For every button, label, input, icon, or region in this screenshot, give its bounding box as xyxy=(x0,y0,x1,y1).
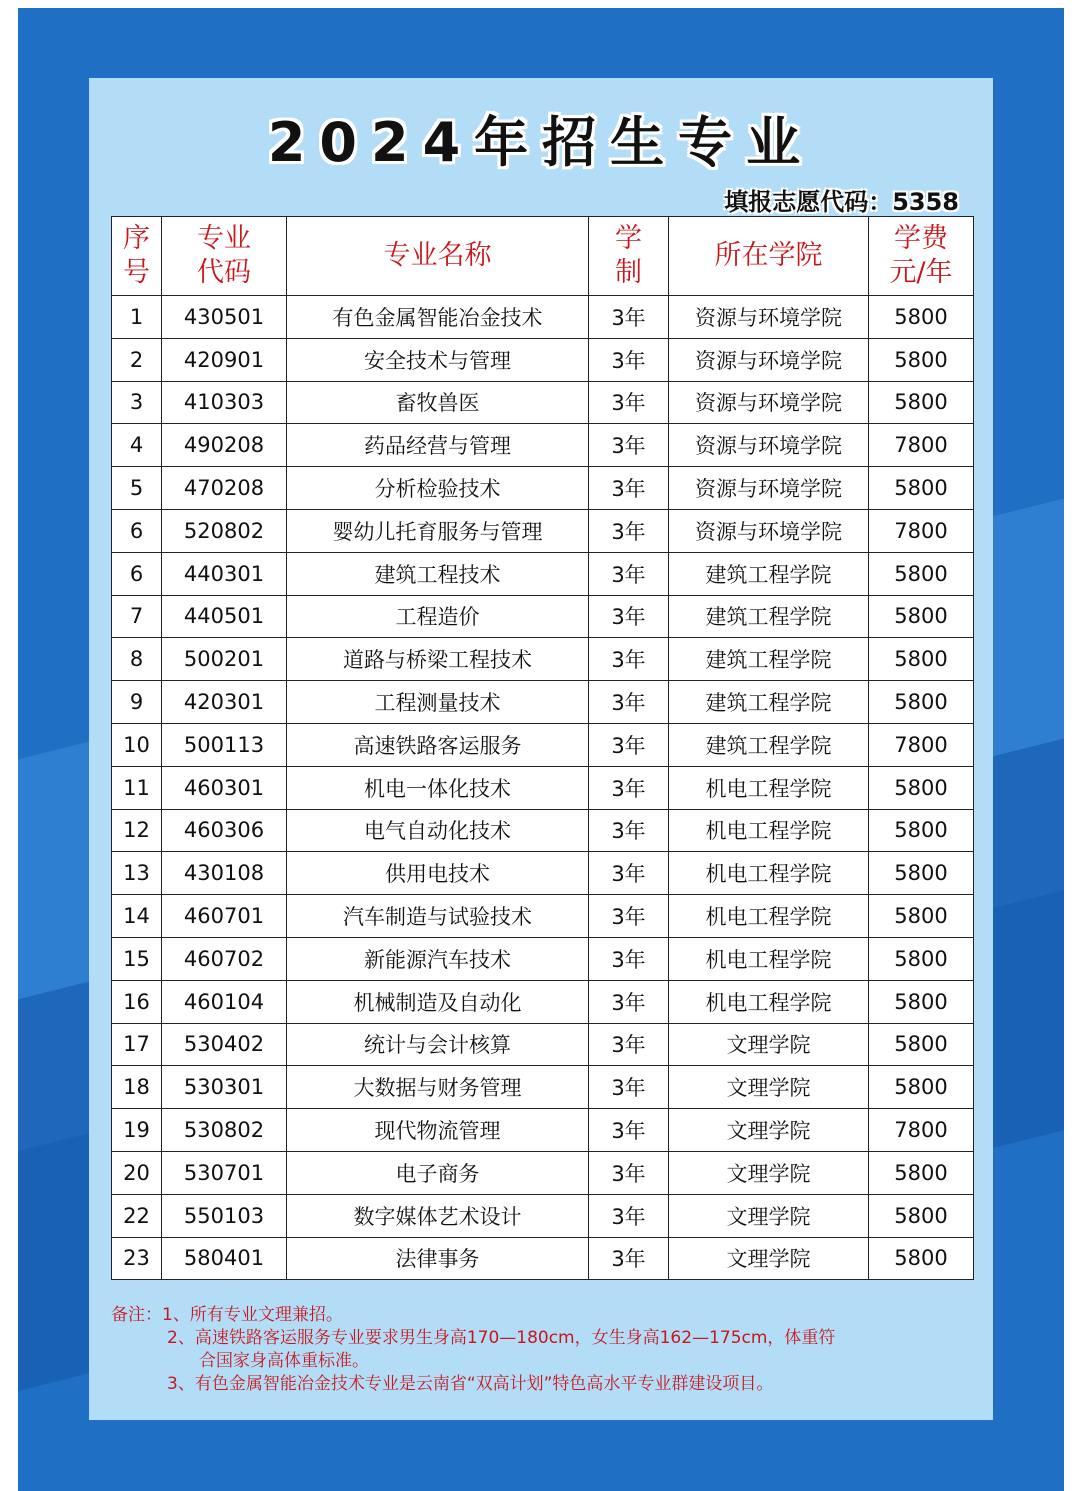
cell-seq: 4 xyxy=(112,424,162,467)
cell-fee: 7800 xyxy=(869,1109,974,1152)
cell-fee: 5800 xyxy=(869,681,974,724)
cell-fee: 5800 xyxy=(869,809,974,852)
cell-college: 文理学院 xyxy=(669,1151,869,1194)
cell-college: 建筑工程学院 xyxy=(669,723,869,766)
cell-major-name: 大数据与财务管理 xyxy=(287,1066,589,1109)
cell-college: 资源与环境学院 xyxy=(669,338,869,381)
cell-years: 3年 xyxy=(589,1023,669,1066)
cell-major-name: 有色金属智能冶金技术 xyxy=(287,296,589,339)
header-major-name: 专业名称 xyxy=(287,217,589,296)
cell-major-name: 工程造价 xyxy=(287,595,589,638)
header-seq xyxy=(112,217,162,296)
header-fee-line2: 元/年 xyxy=(889,257,953,288)
cell-fee: 7800 xyxy=(869,723,974,766)
table-row xyxy=(112,1237,974,1280)
cell-fee: 5800 xyxy=(869,1237,974,1280)
table-row xyxy=(112,1066,974,1109)
header-years-line1: 学 xyxy=(615,223,642,254)
cell-years: 3年 xyxy=(589,809,669,852)
table-row xyxy=(112,809,974,852)
note-line-2: 2、高速铁路客运服务专业要求男生身高170—180cm，女生身高162—175cm，体重符 xyxy=(167,1328,836,1348)
table-row xyxy=(112,595,974,638)
cell-college: 建筑工程学院 xyxy=(669,681,869,724)
cell-major-name: 分析检验技术 xyxy=(287,467,589,510)
cell-seq: 12 xyxy=(112,809,162,852)
cell-fee: 5800 xyxy=(869,381,974,424)
cell-code: 500201 xyxy=(162,638,287,681)
cell-seq: 16 xyxy=(112,980,162,1023)
table-row xyxy=(112,852,974,895)
note-line-1: 备注：1、所有专业文理兼招。 xyxy=(111,1305,343,1325)
cell-major-name: 供用电技术 xyxy=(287,852,589,895)
table-header-row xyxy=(112,217,974,296)
cell-major-name: 道路与桥梁工程技术 xyxy=(287,638,589,681)
cell-major-name: 药品经营与管理 xyxy=(287,424,589,467)
table-row xyxy=(112,338,974,381)
cell-fee: 5800 xyxy=(869,552,974,595)
cell-code: 530802 xyxy=(162,1109,287,1152)
header-college: 所在学院 xyxy=(669,217,869,296)
cell-seq: 17 xyxy=(112,1023,162,1066)
cell-seq: 7 xyxy=(112,595,162,638)
cell-seq: 1 xyxy=(112,296,162,339)
cell-code: 530402 xyxy=(162,1023,287,1066)
cell-major-name: 机电一体化技术 xyxy=(287,766,589,809)
cell-college: 资源与环境学院 xyxy=(669,424,869,467)
cell-code: 460306 xyxy=(162,809,287,852)
header-years-line2: 制 xyxy=(615,257,642,288)
cell-years: 3年 xyxy=(589,338,669,381)
cell-code: 460301 xyxy=(162,766,287,809)
table-row xyxy=(112,381,974,424)
cell-fee: 5800 xyxy=(869,1066,974,1109)
cell-major-name: 现代物流管理 xyxy=(287,1109,589,1152)
cell-college: 文理学院 xyxy=(669,1066,869,1109)
header-fee-line1: 学费 xyxy=(894,223,948,254)
cell-college: 机电工程学院 xyxy=(669,980,869,1023)
note-line-4: 3、有色金属智能冶金技术专业是云南省“双高计划”特色高水平专业群建设项目。 xyxy=(167,1374,774,1394)
cell-years: 3年 xyxy=(589,1151,669,1194)
cell-fee: 5800 xyxy=(869,296,974,339)
cell-seq: 6 xyxy=(112,552,162,595)
cell-college: 文理学院 xyxy=(669,1023,869,1066)
cell-code: 420901 xyxy=(162,338,287,381)
cell-code: 440301 xyxy=(162,552,287,595)
cell-major-name: 高速铁路客运服务 xyxy=(287,723,589,766)
table-row xyxy=(112,296,974,339)
cell-code: 460701 xyxy=(162,895,287,938)
cell-years: 3年 xyxy=(589,937,669,980)
cell-years: 3年 xyxy=(589,381,669,424)
cell-college: 文理学院 xyxy=(669,1194,869,1237)
header-seq-line1: 序 xyxy=(123,223,150,254)
cell-college: 资源与环境学院 xyxy=(669,381,869,424)
cell-seq: 23 xyxy=(112,1237,162,1280)
cell-code: 530701 xyxy=(162,1151,287,1194)
cell-years: 3年 xyxy=(589,1237,669,1280)
cell-college: 文理学院 xyxy=(669,1237,869,1280)
table-row xyxy=(112,980,974,1023)
application-code: 填报志愿代码：5358 xyxy=(724,188,959,216)
cell-fee: 7800 xyxy=(869,509,974,552)
cell-fee: 5800 xyxy=(869,766,974,809)
cell-major-name: 畜牧兽医 xyxy=(287,381,589,424)
cell-college: 文理学院 xyxy=(669,1109,869,1152)
header-code-line2: 代码 xyxy=(197,257,251,288)
header-code xyxy=(162,217,287,296)
cell-fee: 5800 xyxy=(869,638,974,681)
cell-years: 3年 xyxy=(589,296,669,339)
cell-fee: 5800 xyxy=(869,1023,974,1066)
cell-seq: 18 xyxy=(112,1066,162,1109)
cell-years: 3年 xyxy=(589,723,669,766)
cell-seq: 6 xyxy=(112,509,162,552)
cell-major-name: 法律事务 xyxy=(287,1237,589,1280)
cell-seq: 2 xyxy=(112,338,162,381)
cell-fee: 5800 xyxy=(869,852,974,895)
cell-code: 530301 xyxy=(162,1066,287,1109)
cell-college: 建筑工程学院 xyxy=(669,552,869,595)
table-row xyxy=(112,681,974,724)
cell-code: 460702 xyxy=(162,937,287,980)
cell-years: 3年 xyxy=(589,552,669,595)
cell-major-name: 统计与会计核算 xyxy=(287,1023,589,1066)
table-row xyxy=(112,638,974,681)
cell-code: 490208 xyxy=(162,424,287,467)
cell-major-name: 机械制造及自动化 xyxy=(287,980,589,1023)
table-row xyxy=(112,1151,974,1194)
cell-years: 3年 xyxy=(589,980,669,1023)
header-years xyxy=(589,217,669,296)
cell-college: 机电工程学院 xyxy=(669,809,869,852)
cell-major-name: 安全技术与管理 xyxy=(287,338,589,381)
cell-major-name: 电气自动化技术 xyxy=(287,809,589,852)
table-body xyxy=(112,296,974,1280)
cell-major-name: 电子商务 xyxy=(287,1151,589,1194)
cell-major-name: 数字媒体艺术设计 xyxy=(287,1194,589,1237)
cell-years: 3年 xyxy=(589,595,669,638)
cell-college: 资源与环境学院 xyxy=(669,509,869,552)
cell-code: 430501 xyxy=(162,296,287,339)
cell-college: 机电工程学院 xyxy=(669,852,869,895)
cell-code: 420301 xyxy=(162,681,287,724)
table-row xyxy=(112,424,974,467)
table-row xyxy=(112,1023,974,1066)
cell-major-name: 汽车制造与试验技术 xyxy=(287,895,589,938)
table-row xyxy=(112,552,974,595)
table-row xyxy=(112,766,974,809)
cell-code: 550103 xyxy=(162,1194,287,1237)
cell-fee: 5800 xyxy=(869,338,974,381)
cell-college: 建筑工程学院 xyxy=(669,595,869,638)
cell-fee: 5800 xyxy=(869,467,974,510)
cell-college: 资源与环境学院 xyxy=(669,467,869,510)
majors-table xyxy=(111,216,974,1280)
cell-college: 资源与环境学院 xyxy=(669,296,869,339)
cell-fee: 5800 xyxy=(869,1194,974,1237)
cell-seq: 14 xyxy=(112,895,162,938)
cell-code: 520802 xyxy=(162,509,287,552)
cell-years: 3年 xyxy=(589,638,669,681)
header-seq-line2: 号 xyxy=(123,257,150,288)
cell-seq: 3 xyxy=(112,381,162,424)
cell-fee: 5800 xyxy=(869,895,974,938)
cell-seq: 15 xyxy=(112,937,162,980)
cell-code: 440501 xyxy=(162,595,287,638)
cell-fee: 5800 xyxy=(869,980,974,1023)
notes-section xyxy=(111,1304,981,1396)
cell-code: 470208 xyxy=(162,467,287,510)
cell-fee: 5800 xyxy=(869,937,974,980)
cell-years: 3年 xyxy=(589,509,669,552)
table-row xyxy=(112,723,974,766)
cell-code: 500113 xyxy=(162,723,287,766)
cell-code: 460104 xyxy=(162,980,287,1023)
cell-seq: 13 xyxy=(112,852,162,895)
cell-college: 建筑工程学院 xyxy=(669,638,869,681)
cell-seq: 9 xyxy=(112,681,162,724)
cell-years: 3年 xyxy=(589,1109,669,1152)
cell-fee: 7800 xyxy=(869,424,974,467)
cell-seq: 19 xyxy=(112,1109,162,1152)
table-row xyxy=(112,509,974,552)
cell-seq: 11 xyxy=(112,766,162,809)
cell-years: 3年 xyxy=(589,681,669,724)
cell-years: 3年 xyxy=(589,467,669,510)
cell-fee: 5800 xyxy=(869,595,974,638)
cell-major-name: 新能源汽车技术 xyxy=(287,937,589,980)
header-code-line1: 专业 xyxy=(197,223,251,254)
table-row xyxy=(112,895,974,938)
table-row xyxy=(112,1109,974,1152)
cell-major-name: 建筑工程技术 xyxy=(287,552,589,595)
cell-code: 580401 xyxy=(162,1237,287,1280)
table-row xyxy=(112,467,974,510)
cell-college: 机电工程学院 xyxy=(669,895,869,938)
cell-seq: 10 xyxy=(112,723,162,766)
cell-seq: 20 xyxy=(112,1151,162,1194)
note-line-3: 合国家身高体重标准。 xyxy=(199,1351,369,1371)
cell-fee: 5800 xyxy=(869,1151,974,1194)
header-fee xyxy=(869,217,974,296)
cell-years: 3年 xyxy=(589,766,669,809)
cell-seq: 5 xyxy=(112,467,162,510)
cell-major-name: 婴幼儿托育服务与管理 xyxy=(287,509,589,552)
cell-years: 3年 xyxy=(589,1194,669,1237)
cell-years: 3年 xyxy=(589,424,669,467)
page-title: 2024年招生专业 xyxy=(267,111,815,174)
cell-years: 3年 xyxy=(589,1066,669,1109)
cell-college: 机电工程学院 xyxy=(669,937,869,980)
cell-major-name: 工程测量技术 xyxy=(287,681,589,724)
cell-seq: 22 xyxy=(112,1194,162,1237)
table-row xyxy=(112,1194,974,1237)
cell-seq: 8 xyxy=(112,638,162,681)
cell-years: 3年 xyxy=(589,895,669,938)
cell-college: 机电工程学院 xyxy=(669,766,869,809)
cell-code: 410303 xyxy=(162,381,287,424)
cell-code: 430108 xyxy=(162,852,287,895)
cell-years: 3年 xyxy=(589,852,669,895)
table-row xyxy=(112,937,974,980)
